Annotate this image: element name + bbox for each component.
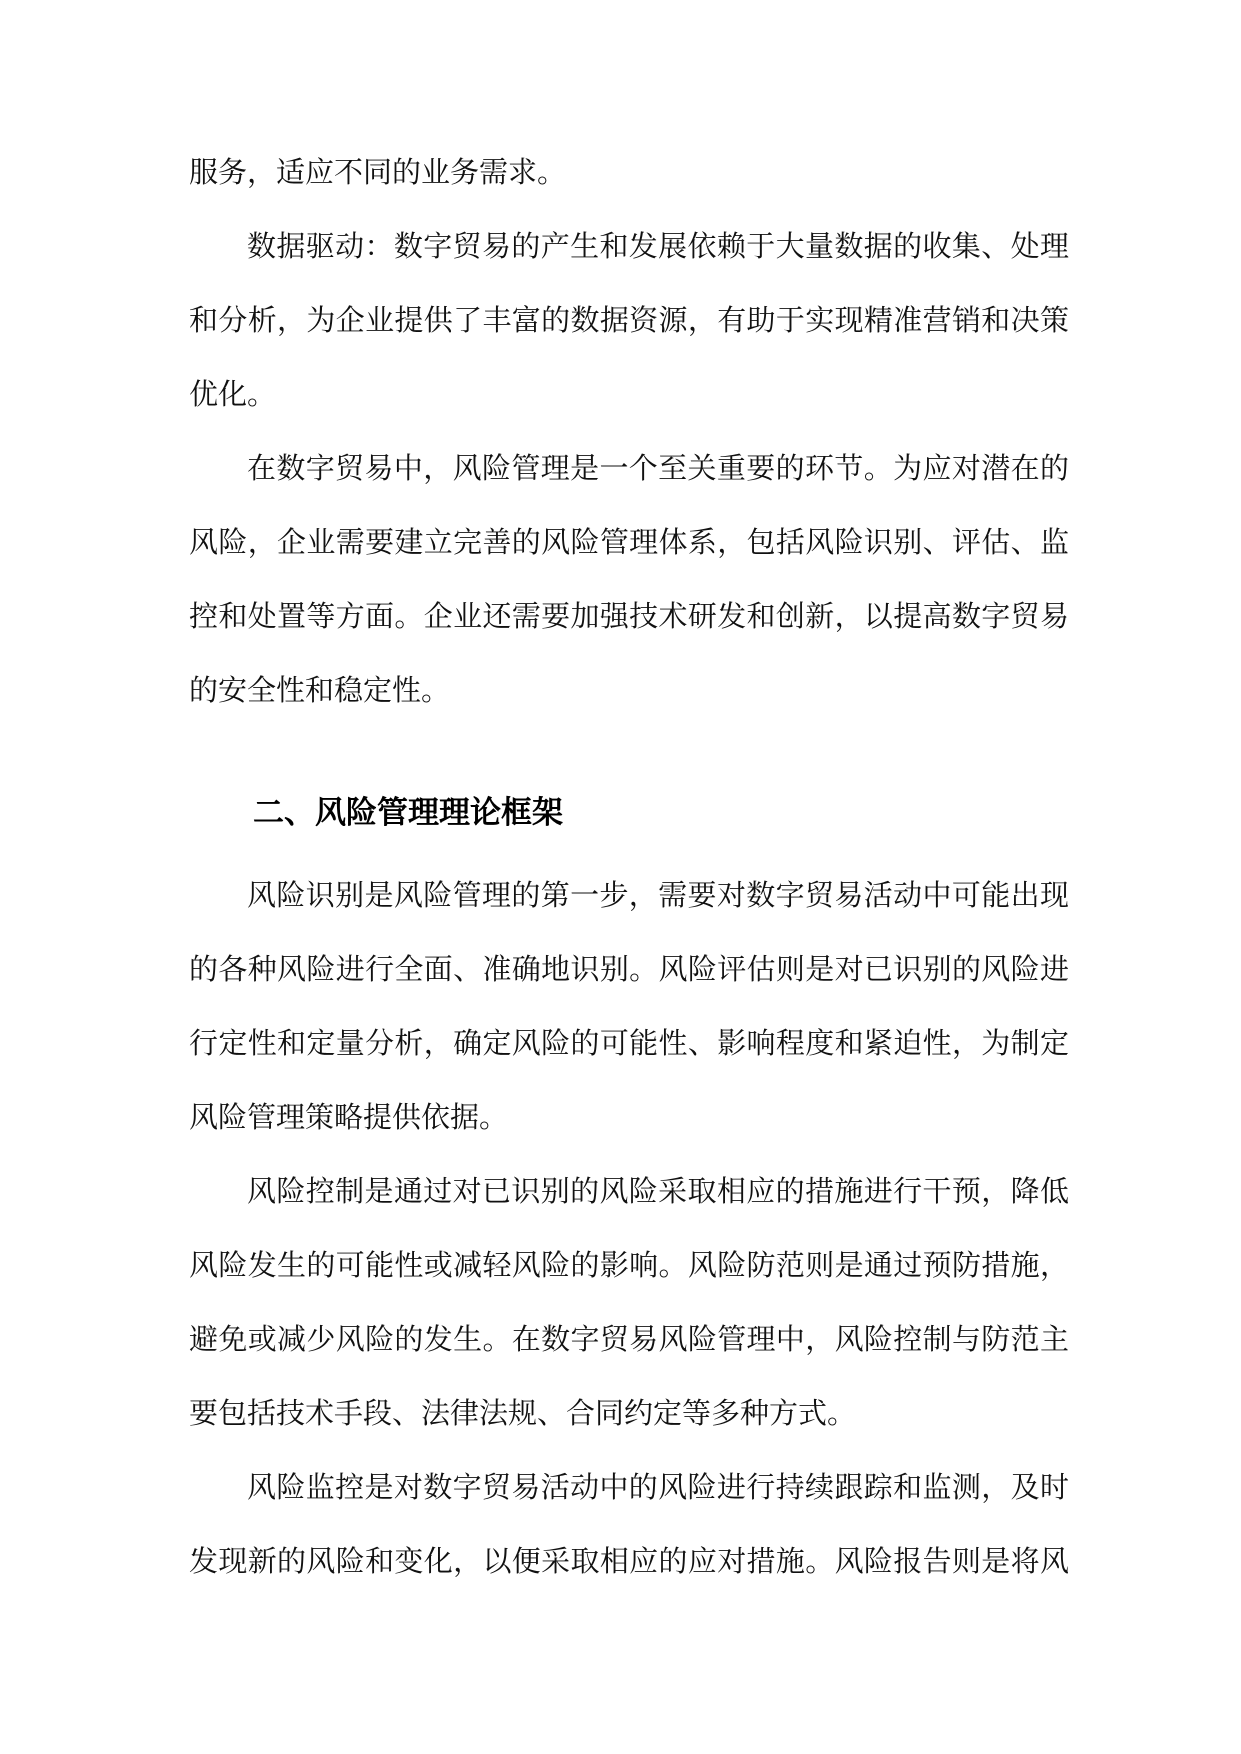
paragraph-line: 风险，企业需要建立完善的风险管理体系，包括风险识别、评估、监 [189,525,1069,559]
paragraph-line: 优化。 [189,377,277,411]
paragraph-line: 控和处置等方面。企业还需要加强技术研发和创新，以提高数字贸易 [189,599,1069,633]
paragraph-line: 风险控制是通过对已识别的风险采取相应的措施进行干预，降低 [247,1174,1069,1208]
paragraph-line: 要包括技术手段、法律法规、合同约定等多种方式。 [189,1396,857,1430]
paragraph-line: 避免或减少风险的发生。在数字贸易风险管理中，风险控制与防范主 [189,1322,1069,1356]
paragraph-line: 的各种风险进行全面、准确地识别。风险评估则是对已识别的风险进 [189,952,1069,986]
paragraph-line: 在数字贸易中，风险管理是一个至关重要的环节。为应对潜在的 [247,451,1069,485]
paragraph-line: 风险管理策略提供依据。 [189,1100,509,1134]
paragraph-line: 行定性和定量分析，确定风险的可能性、影响程度和紧迫性，为制定 [189,1026,1069,1060]
paragraph-line: 风险发生的可能性或减轻风险的影响。风险防范则是通过预防措施， [189,1248,1069,1282]
paragraph-line: 和分析，为企业提供了丰富的数据资源，有助于实现精准营销和决策 [189,303,1069,337]
paragraph-line: 的安全性和稳定性。 [189,673,451,707]
paragraph-line: 风险监控是对数字贸易活动中的风险进行持续跟踪和监测，及时 [247,1470,1069,1504]
paragraph-line: 风险识别是风险管理的第一步，需要对数字贸易活动中可能出现 [247,878,1069,912]
paragraph-line: 数据驱动：数字贸易的产生和发展依赖于大量数据的收集、处理 [247,229,1069,263]
paragraph-line: 服务，适应不同的业务需求。 [189,155,567,189]
paragraph-line: 发现新的风险和变化，以便采取相应的应对措施。风险报告则是将风 [189,1544,1069,1578]
section-heading: 二、风险管理理论框架 [253,795,563,831]
